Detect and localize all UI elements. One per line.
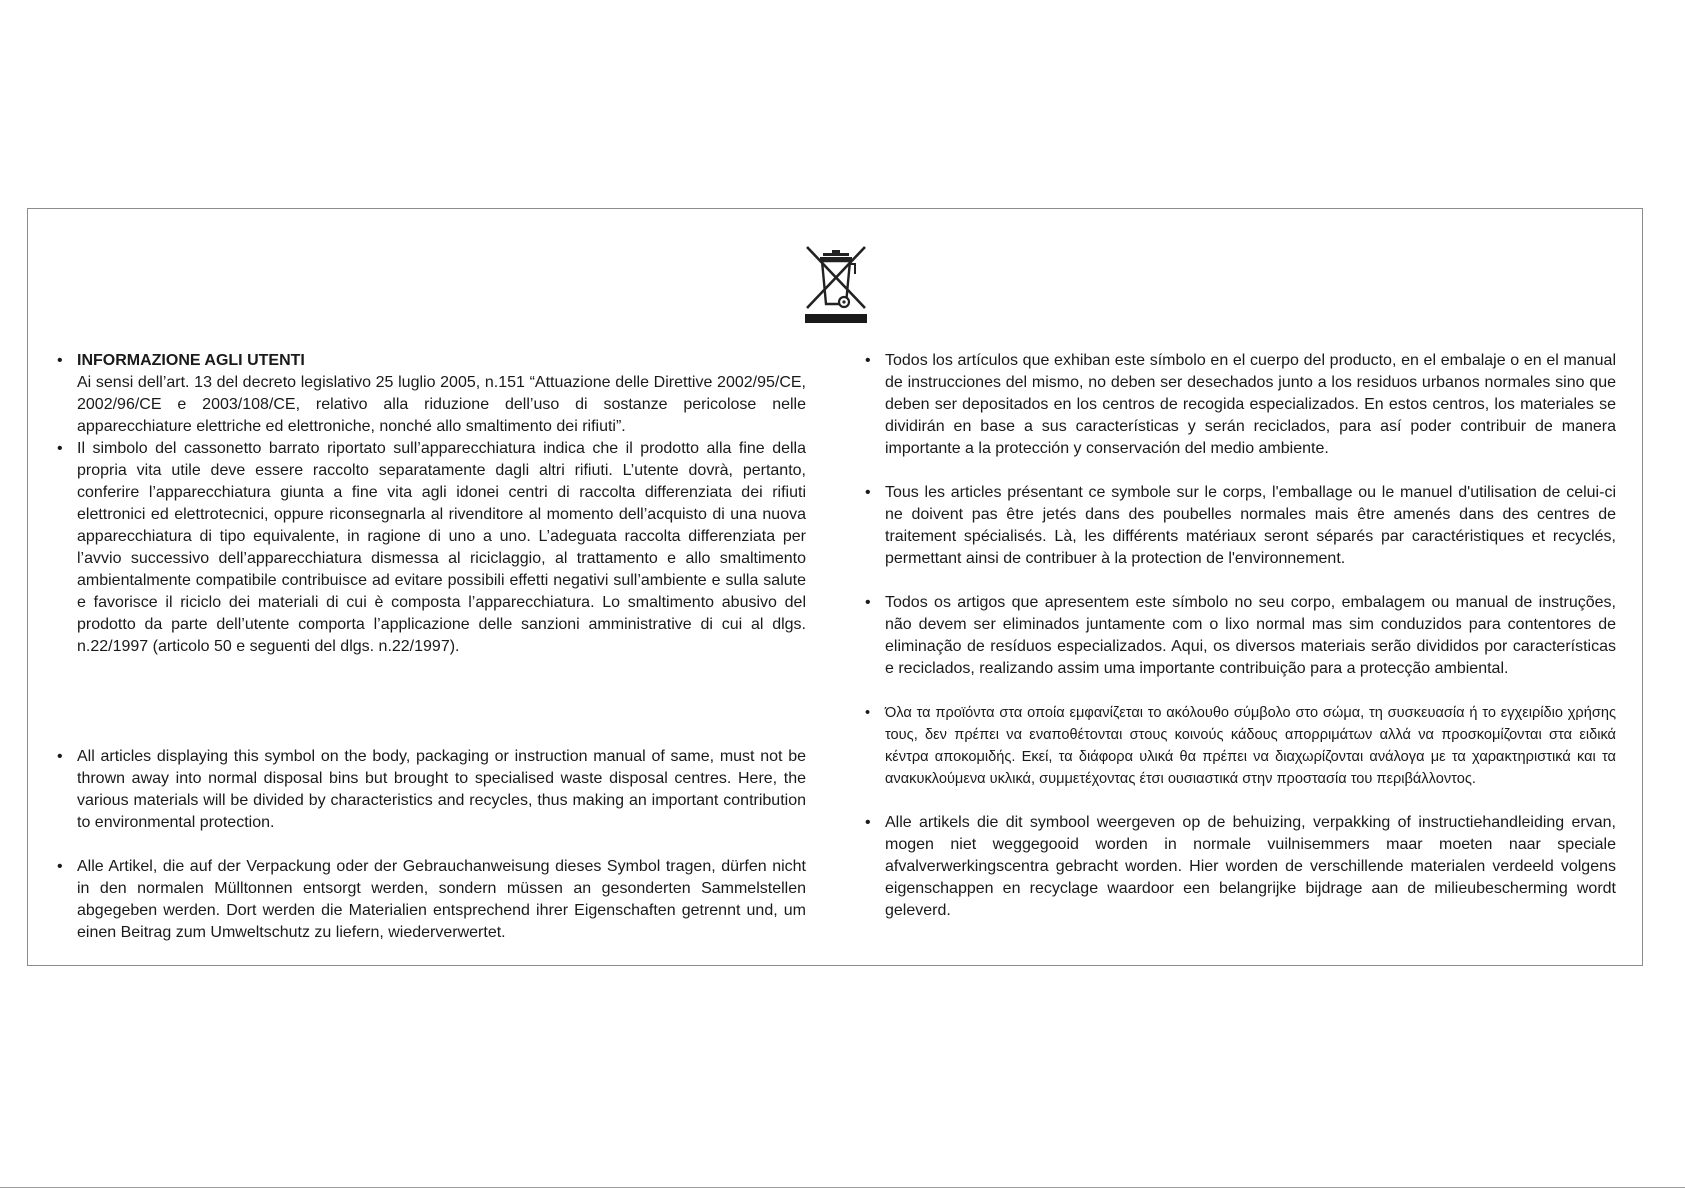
- bottom-rule: [0, 1187, 1685, 1188]
- bullet: •: [865, 814, 871, 831]
- list-item-es: [865, 350, 1616, 460]
- list-item-en: [57, 746, 806, 834]
- section-heading: INFORMAZIONE AGLI UTENTI: [77, 352, 305, 369]
- bullet: •: [865, 594, 871, 611]
- list-item-de: [57, 856, 806, 944]
- paragraph-pt: Todos os artigos que apresentem este símbolo no seu corpo, embalagem ou manual de instruções, não devem ser eliminados juntamente com o lixo normal mas sim conduzidos para contentores de eliminação de resíduos especializados. Aqui, os diversos materiais serão divididos por características e reciclados, realizando assim uma importante contribuição para a protecção ambiental.: [885, 594, 1616, 677]
- paragraph-en: All articles displaying this symbol on the body, packaging or instruction manual of same, must not be thrown away into normal disposal bins but brought to specialised waste disposal centres. Here, the various materials will be divided by characteristics and recycles, thus making an important contribution to environmental protection.: [77, 748, 806, 831]
- bullet: •: [57, 858, 63, 875]
- paragraph-de: Alle Artikel, die auf der Verpackung oder der Gebrauchanweisung dieses Symbol tragen, dürfen nicht in den normalen Mülltonnen entsorgt werden, sondern müssen an gesonderten Sammelstellen abgegeben werden. Dort werden die Materialien entsprechend ihrer Eigenschaften getrennt und, um einen Beitrag zum Umweltschutz zu liefern, wiederverwertet.: [77, 858, 806, 941]
- bullet: •: [865, 705, 871, 721]
- paragraph-it-symbol: Il simbolo del cassonetto barrato riportato sull’apparecchiatura indica che il prodotto alla fine della propria vita utile deve essere raccolto separatamente dagli altri rifiuti. L’utente dovrà, pertanto, conferire l’apparecchiatura giunta a fine vita agli idonei centri di raccolta differenziata dei rifiuti elettronici ed elettrotecnici, oppure riconsegnarla al rivenditore al momento dell’acquisto di una nuova apparecchiatura di tipo equivalente, in ragione di uno a uno. L’adeguata raccolta differenziata per l’avvio successivo dell’apparecchiatura dismessa al riciclaggio, al trattamento e allo smaltimento ambientalmente compatibile contribuisce ad evitare possibili effetti negativi sull’ambiente e sulla salute e favorisce il riciclo dei materiali di cui è composta l’apparecchiatura. Lo smaltimento abusivo del prodotto da parte dell’utente comporta l’applicazione delle sanzioni amministrative di cui al dlgs. n.22/1997 (articolo 50 e seguenti del dlgs. n.22/1997).: [77, 440, 806, 655]
- bullet: •: [865, 352, 871, 369]
- paragraph-el: Όλα τα προϊόντα στα οποία εμφανίζεται το ακόλουθο σύμβολο στο σώμα, τη συσκευασία ή το εγχειρίδιο χρήσης τους, δεν πρέπει να εναποθέτονται στους κοινούς κάδους απορριμάτων αλλά να προσκομίζονται στα ειδικά κέντρα αποκομιδής. Εκεί, τα διάφορα υλικά θα πρέπει να διαχωρίζονται ανάλογα με τα χαρακτηριστικά και τα ανακυκλούμενα υκλικά, συμμετέχοντας έτσι ουσιαστικά στην προστασία του περιβάλλοντος.: [885, 705, 1616, 787]
- paragraph-es: Todos los artículos que exhiban este símbolo en el cuerpo del producto, en el embalaje o en el manual de instrucciones del mismo, no deben ser desechados junto a los residuos urbanos normales sino que deben ser depositados en los centros de recogida especializados. En estos centros, los materiales se dividirán en base a sus características y serán reciclados, para así poder contribuir de manera importante a la protección y conservación del medio ambiente.: [885, 352, 1616, 457]
- paragraph-nl: Alle artikels die dit symbool weergeven op de behuizing, verpakking of instructiehandleiding ervan, mogen niet weggegooid worden in normale vuilnisemmers maar moeten naar speciale afvalverwerkingscentra gebracht worden. Hier worden de verschillende materialen verdeeld volgens eigenschappen en recyclage waardoor een belangrijke bijdrage aan de milieubescherming wordt geleverd.: [885, 814, 1616, 919]
- list-item-nl: [865, 812, 1616, 922]
- list-item-fr: [865, 482, 1616, 570]
- bullet: •: [57, 440, 63, 457]
- bullet: •: [57, 352, 63, 369]
- bullet: •: [865, 484, 871, 501]
- left-column: [57, 350, 806, 944]
- list-item-it-symbol: [57, 438, 806, 658]
- paragraph-it-decree: Ai sensi dell’art. 13 del decreto legislativo 25 luglio 2005, n.151 “Attuazione delle Direttive 2002/95/CE, 2002/96/CE e 2003/108/CE, relativo alla riduzione dell’uso di sostanze pericolose nelle apparecchiature elettriche ed elettroniche, nonché allo smaltimento dei rifiuti”.: [77, 374, 806, 435]
- crossed-out-wheelie-bin-icon: [804, 244, 868, 324]
- right-column: [865, 350, 1616, 922]
- list-item-pt: [865, 592, 1616, 680]
- list-item-it-info: [57, 350, 806, 438]
- list-item-el: [865, 702, 1616, 790]
- paragraph-fr: Tous les articles présentant ce symbole sur le corps, l'emballage ou le manuel d'utilisation de celui-ci ne doivent pas être jetés dans des poubelles normales mais être amenés dans des centres de traitement spécialisés. Là, les différents matériaux seront séparés par caractéristiques et recyclés, permettant ainsi de contribuer à la protection de l'environnement.: [885, 484, 1616, 567]
- bullet: •: [57, 748, 63, 765]
